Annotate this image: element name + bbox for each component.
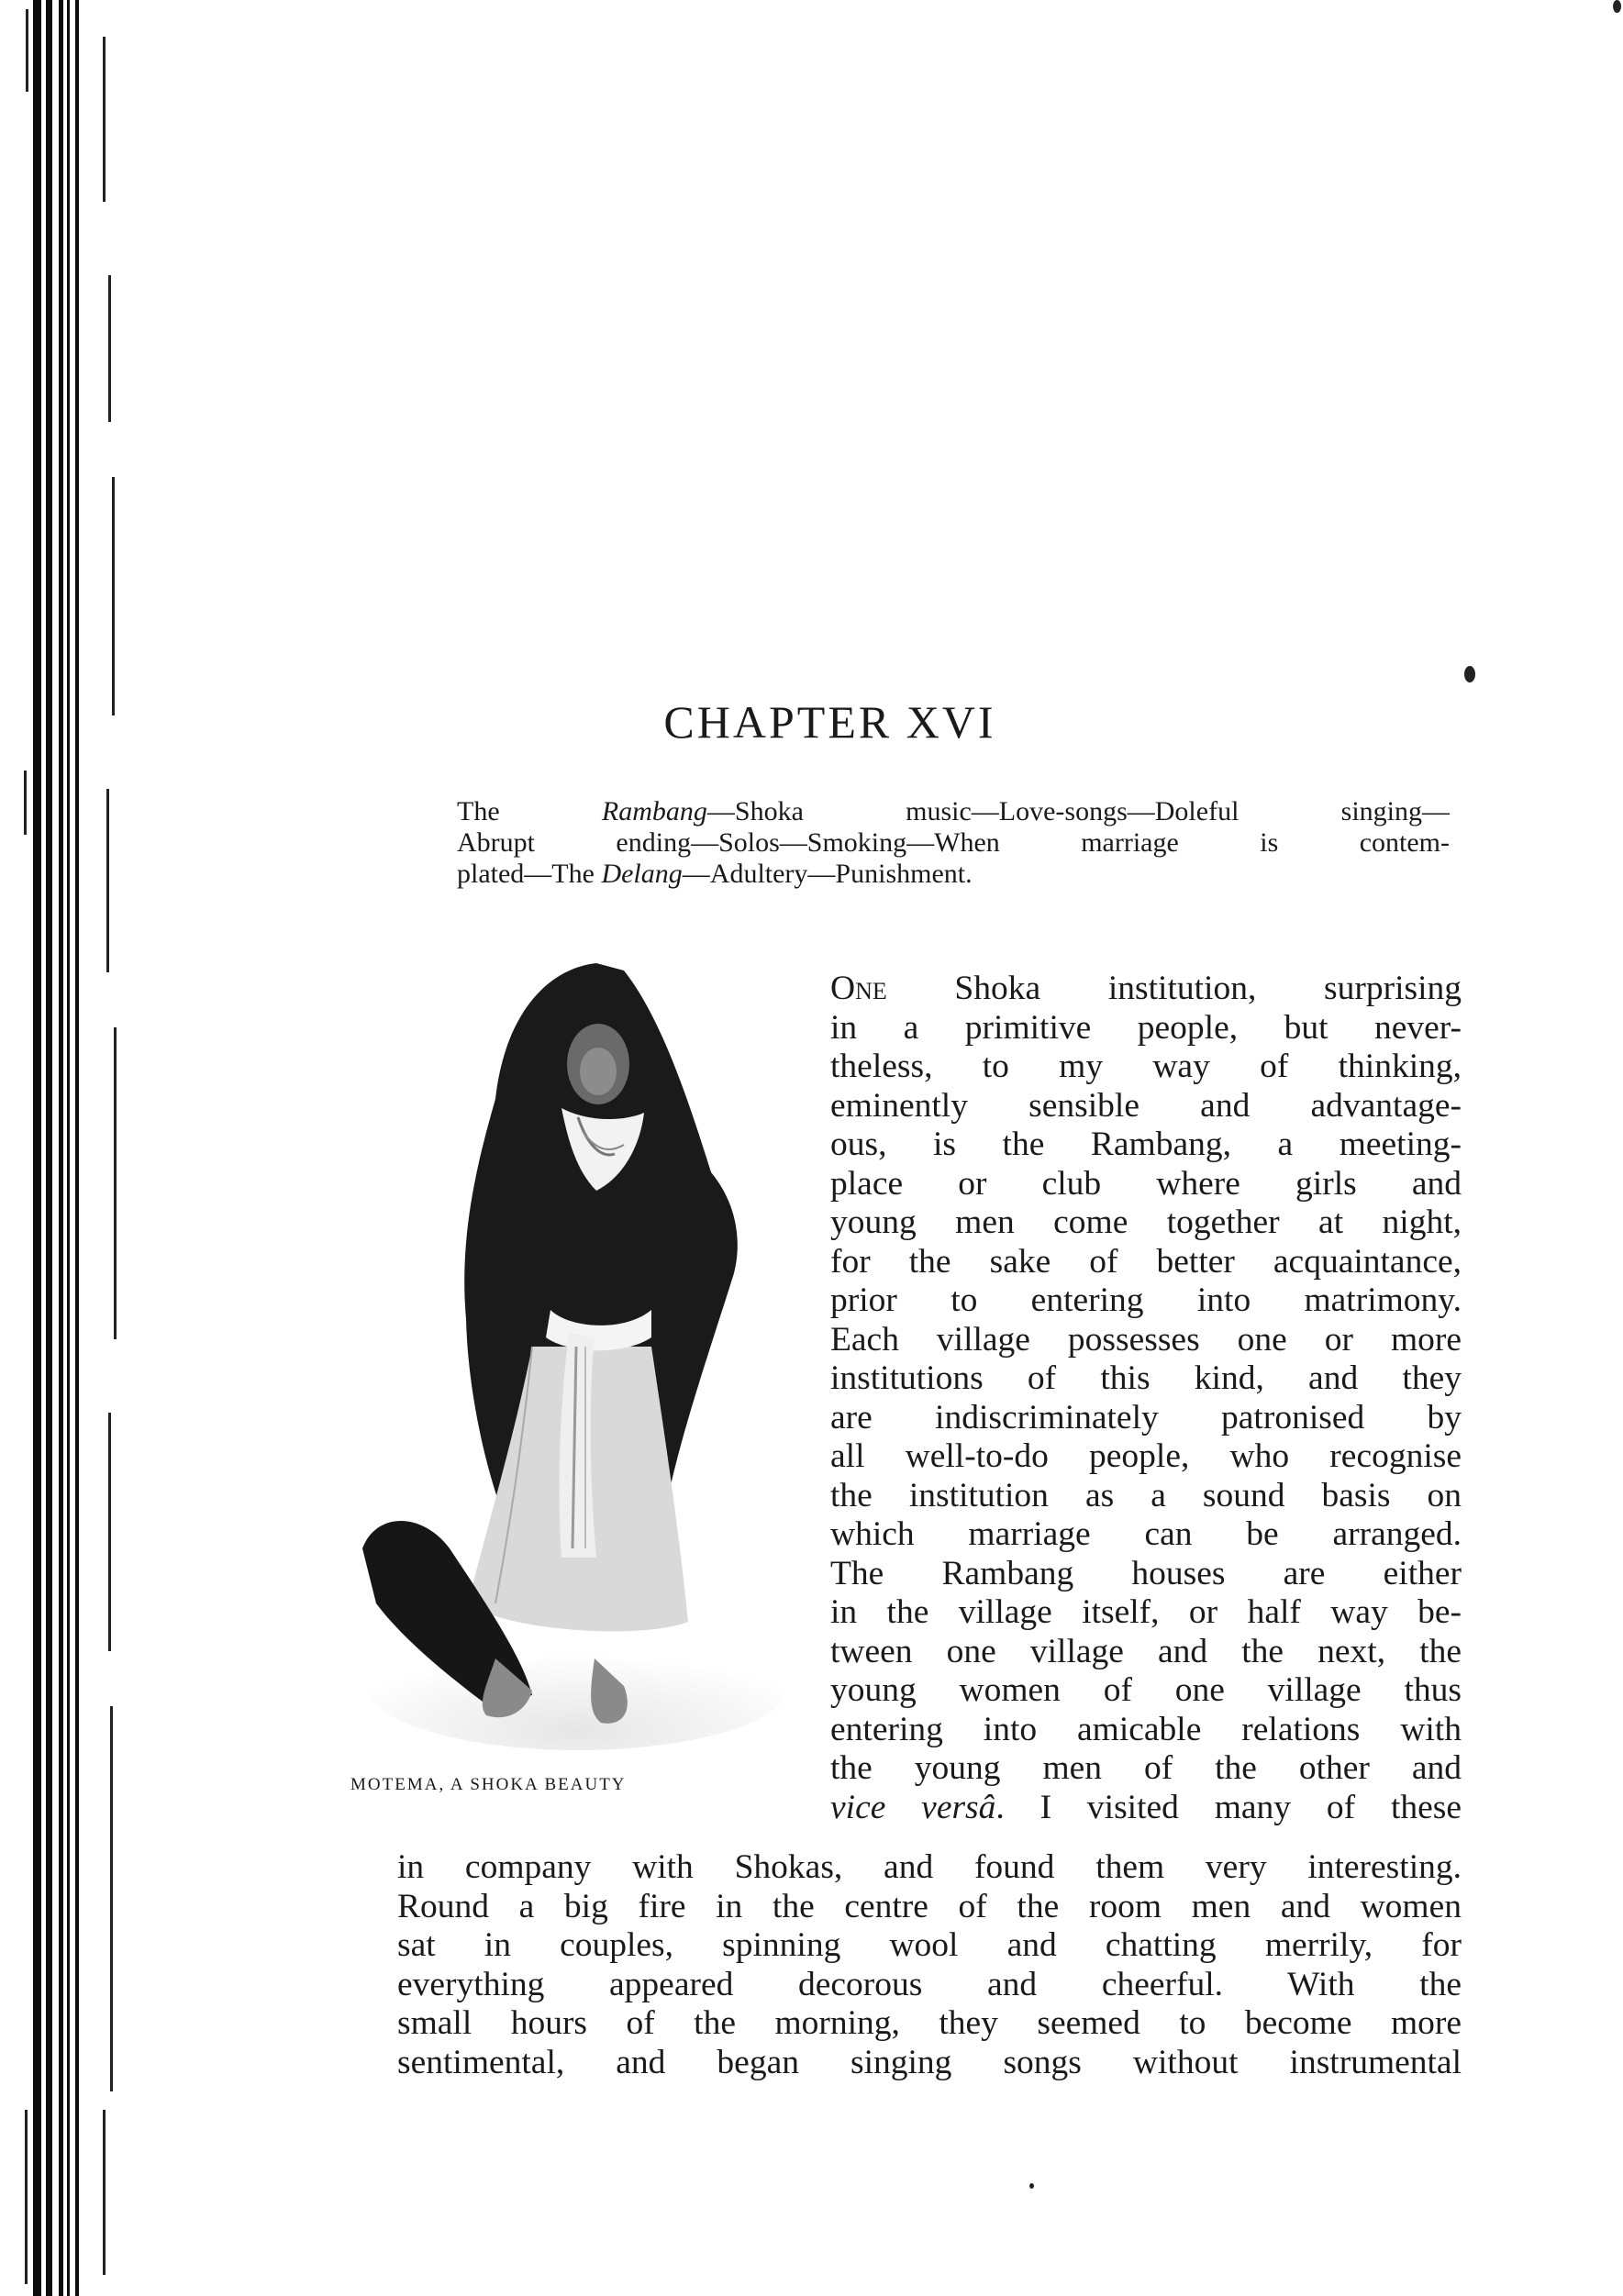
text-line: vice versâ. I visited many of these: [830, 1788, 1462, 1826]
text-line: Each village possesses one or more: [830, 1320, 1462, 1359]
text-line: in a primitive people, but never-: [830, 1008, 1462, 1047]
text-line: place or club where girls and: [830, 1164, 1462, 1203]
text-line: everything appeared decorous and cheerful. With the: [397, 1965, 1462, 2003]
text-line: sentimental, and began singing songs without instrumental: [397, 2043, 1462, 2081]
body-text-narrow-column: [830, 970, 1462, 1827]
text-line: young men come together at night,: [830, 1203, 1462, 1241]
text-line: sat in couples, spinning wool and chatting merrily, for: [397, 1926, 1462, 1964]
text-line: The Rambang houses are either: [830, 1554, 1462, 1592]
synopsis-line: plated—The Delang—Adultery—Punishment.: [457, 859, 973, 889]
text-line: the young men of the other and: [830, 1749, 1462, 1787]
text-line: Round a big fire in the centre of the room men and women: [397, 1887, 1462, 1925]
text-line: the institution as a sound basis on: [830, 1476, 1462, 1514]
text-line: for the sake of better acquaintance,: [830, 1242, 1462, 1281]
text-line: small hours of the morning, they seemed to become more: [397, 2004, 1462, 2042]
woman-figure-illustration: [349, 961, 789, 1769]
chapter-title: CHAPTER XVI: [663, 696, 996, 748]
text-line: One Shoka institution, surprising: [830, 970, 1462, 1007]
text-line: in company with Shokas, and found them very interesting.: [397, 1848, 1462, 1886]
text-line: all well-to-do people, who recognise: [830, 1437, 1462, 1475]
text-line: tween one village and the next, the: [830, 1632, 1462, 1670]
text-line: eminently sensible and advantage-: [830, 1086, 1462, 1125]
synopsis-line: The Rambang—Shoka music—Love-songs—Doleful singing—: [457, 796, 1450, 826]
text-line: which marriage can be arranged.: [830, 1515, 1462, 1553]
synopsis-line: Abrupt ending—Solos—Smoking—When marriage is contem-: [457, 827, 1450, 858]
figure-caption: MOTEMA, A SHOKA BEAUTY: [350, 1775, 627, 1794]
ink-speck: [1464, 666, 1475, 682]
text-line: young women of one village thus: [830, 1671, 1462, 1709]
text-line: prior to entering into matrimony.: [830, 1281, 1462, 1319]
page-binding-edge: [0, 0, 128, 2296]
text-line: in the village itself, or half way be-: [830, 1593, 1462, 1631]
ink-speck: [1029, 2183, 1034, 2189]
ink-speck: [1613, 0, 1621, 13]
text-line: theless, to my way of thinking,: [830, 1048, 1462, 1085]
text-line: institutions of this kind, and they: [830, 1359, 1462, 1397]
chapter-synopsis: [457, 796, 1450, 890]
text-line: are indiscriminately patronised by: [830, 1398, 1462, 1436]
opening-word: One: [830, 970, 887, 1007]
text-line: ous, is the Rambang, a meeting-: [830, 1126, 1462, 1163]
portrait-photograph: [349, 961, 789, 1833]
body-text-full-column: [397, 1848, 1462, 2082]
text-line: entering into amicable relations with: [830, 1710, 1462, 1748]
